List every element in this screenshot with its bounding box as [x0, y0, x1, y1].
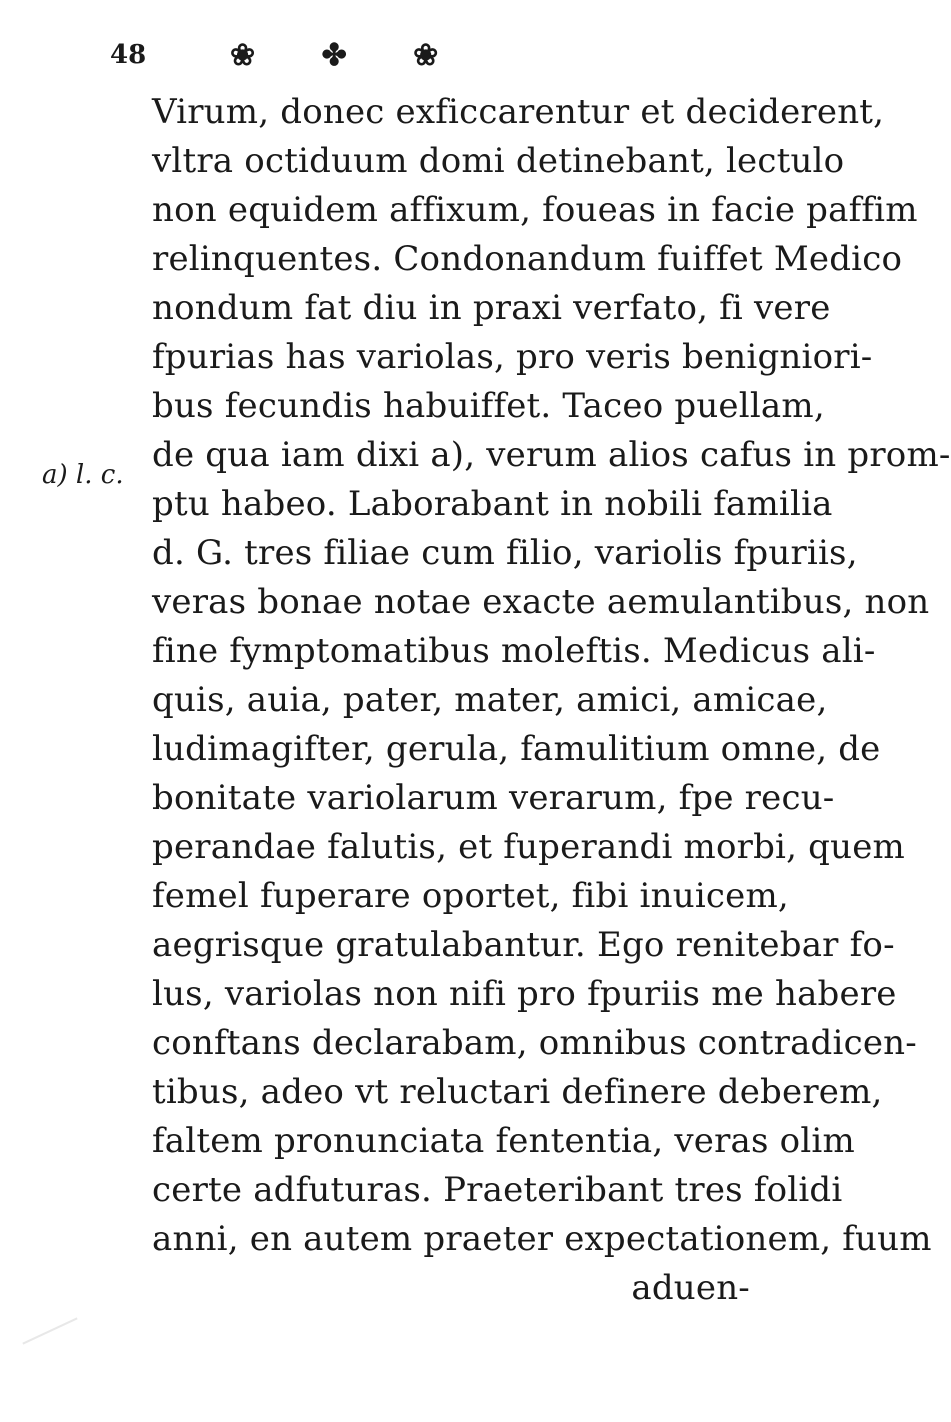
text-line: femel fuperare oportet, fibi inuicem, — [152, 876, 789, 916]
text-line: bus fecundis habuiffet. Taceo puellam, — [152, 386, 825, 426]
text-line: faltem pronunciata fententia, veras olim — [152, 1121, 855, 1161]
catchword: aduen- — [631, 1268, 750, 1308]
text-line: fpurias has variolas, pro veris benigniori- — [152, 337, 873, 377]
text-line: veras bonae notae exacte aemulantibus, non — [152, 582, 930, 622]
text-line: bonitate variolarum verarum, fpe recu- — [152, 778, 835, 818]
text-line: quis, auia, pater, mater, amici, amicae, — [152, 680, 828, 720]
ornament-flourish-icon: ❀ ✤ ❀ — [230, 38, 467, 73]
text-line: conftans declarabam, omnibus contradicen- — [152, 1023, 917, 1063]
text-line: lus, variolas non nifi pro fpuriis me habere — [152, 974, 897, 1014]
text-line: nondum fat diu in praxi verfato, fi vere — [152, 288, 831, 328]
page-header — [110, 40, 670, 80]
text-line: Virum, donec exficcarentur et deciderent, — [152, 92, 885, 132]
text-line: anni, en autem praeter expectationem, fuum — [152, 1219, 932, 1259]
text-line: perandae falutis, et fuperandi morbi, quem — [152, 827, 905, 867]
text-line: non equidem affixum, foueas in facie paffim — [152, 190, 918, 230]
page-number: 48 — [110, 40, 147, 70]
margin-footnote-marker: a) l. c. — [42, 460, 124, 490]
body-text — [120, 88, 951, 1313]
text-line: vltra octiduum domi detinebant, lectulo — [152, 141, 845, 181]
text-line: tibus, adeo vt reluctari definere deberem, — [152, 1072, 883, 1112]
text-line: d. G. tres filiae cum filio, variolis fpuriis, — [152, 533, 858, 573]
text-line: fine fymptomatibus moleftis. Medicus ali- — [152, 631, 876, 671]
text-line: aegrisque gratulabantur. Ego renitebar fo- — [152, 925, 895, 965]
text-line: certe adfuturas. Praeteribant tres folidi — [152, 1170, 843, 1210]
paper-smudge — [22, 1317, 77, 1344]
text-line: relinquentes. Condonandum fuiffet Medico — [152, 239, 903, 279]
text-line: de qua iam dixi a), verum alios cafus in prom- — [152, 435, 951, 475]
text-line: ludimagifter, gerula, famulitium omne, de — [152, 729, 881, 769]
text-line: ptu habeo. Laborabant in nobili familia — [152, 484, 833, 524]
